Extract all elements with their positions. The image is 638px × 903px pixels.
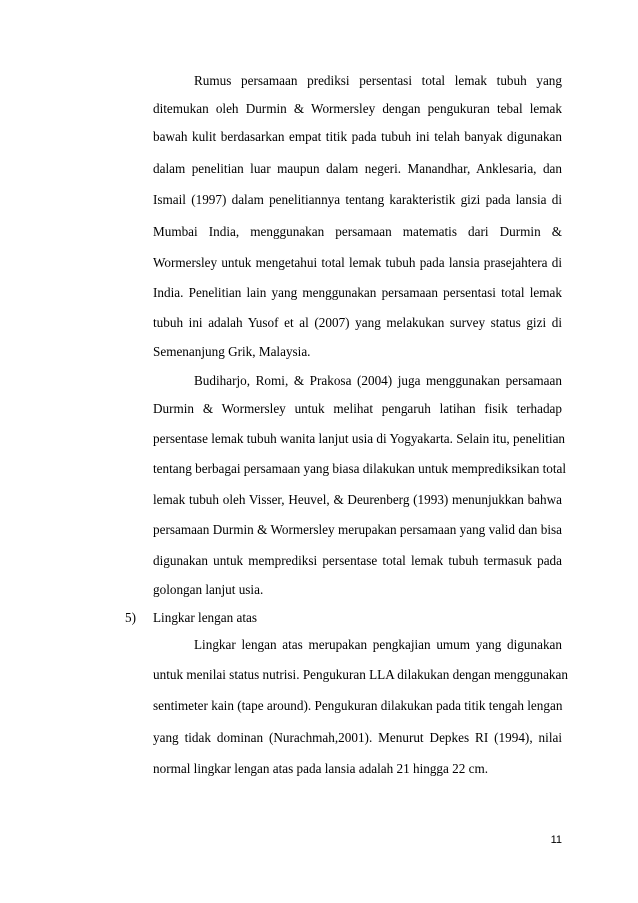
paragraph-1-line: bawah kulit berdasarkan empat titik pada tubuh ini telah banyak digunakan [153, 129, 562, 144]
paragraph-1-line: Ismail (1997) dalam penelitiannya tentang karakteristik gizi pada lansia di [153, 192, 562, 207]
paragraph-1-line: ditemukan oleh Durmin & Wormersley dengan pengukuran tebal lemak [153, 101, 562, 116]
paragraph-2-line: persentase lemak tubuh wanita lanjut usia di Yogyakarta. Selain itu, penelitian [153, 431, 566, 446]
paragraph-2-line: Durmin & Wormersley untuk melihat pengaruh latihan fisik terhadap [153, 401, 562, 416]
section-5-line: Lingkar lengan atas merupakan pengkajian umum yang digunakan [194, 637, 562, 652]
paragraph-2-line: tentang berbagai persamaan yang biasa dilakukan untuk memprediksikan total [153, 461, 567, 476]
section-5-line: untuk menilai status nutrisi. Pengukuran LLA dilakukan dengan menggunakan [153, 667, 568, 682]
section-5-number: 5) [125, 610, 136, 625]
section-5-line: yang tidak dominan (Nurachmah,2001). Menurut Depkes RI (1994), nilai [153, 730, 562, 745]
paragraph-2-line: Budiharjo, Romi, & Prakosa (2004) juga menggunakan persamaan [194, 373, 562, 388]
page-number: 11 [550, 834, 562, 846]
paragraph-1-line: India. Penelitian lain yang menggunakan persamaan persentasi total lemak [153, 285, 562, 300]
paragraph-1-line: dalam penelitian luar maupun dalam negeri. Manandhar, Anklesaria, dan [153, 161, 562, 176]
paragraph-1-line: Semenanjung Grik, Malaysia. [153, 344, 311, 359]
paragraph-2-line: persamaan Durmin & Wormersley merupakan persamaan yang valid dan bisa [153, 522, 562, 537]
paragraph-2-line: golongan lanjut usia. [153, 582, 264, 597]
paragraph-1-line: Rumus persamaan prediksi persentasi total lemak tubuh yang [194, 73, 562, 88]
section-5-line: sentimeter kain (tape around). Pengukuran dilakukan pada titik tengah lengan [153, 698, 563, 713]
paragraph-1-line: Mumbai India, menggunakan persamaan matematis dari Durmin & [153, 224, 562, 239]
section-5-title: Lingkar lengan atas [153, 610, 257, 625]
paragraph-1-line: tubuh ini adalah Yusof et al (2007) yang melakukan survey status gizi di [153, 315, 562, 330]
paragraph-2-line: digunakan untuk memprediksi persentase total lemak tubuh termasuk pada [153, 553, 562, 568]
paragraph-2-line: lemak tubuh oleh Visser, Heuvel, & Deurenberg (1993) menunjukkan bahwa [153, 492, 562, 507]
section-5-line: normal lingkar lengan atas pada lansia adalah 21 hingga 22 cm. [153, 761, 489, 776]
paragraph-1-line: Wormersley untuk mengetahui total lemak tubuh pada lansia prasejahtera di [153, 255, 562, 270]
